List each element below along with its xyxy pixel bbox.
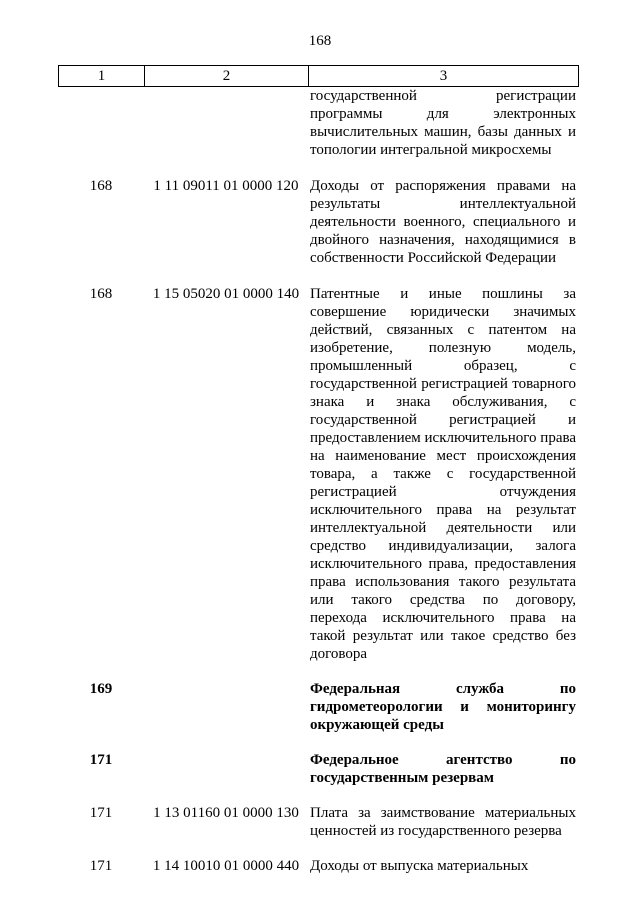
row-number: 168 <box>89 286 113 302</box>
table-row <box>0 857 640 875</box>
table-row <box>0 87 640 159</box>
column-header-row <box>59 66 579 87</box>
row-code: 1 15 05020 01 0000 140 <box>152 286 300 302</box>
table-row <box>0 804 640 840</box>
column-header-2: 2 <box>145 66 309 87</box>
row-number: 169 <box>89 681 113 697</box>
row-description: Доходы от распоряжения правами на результаты интеллектуальной деятельности военного, специального и двойного назначения, находящимися в собственности Российской Федерации <box>310 178 576 266</box>
table-row <box>0 680 640 734</box>
table-row <box>0 751 640 787</box>
row-code: 1 11 09011 01 0000 120 <box>153 178 299 194</box>
row-number: 171 <box>89 752 113 768</box>
table-row <box>0 177 640 267</box>
row-number: 171 <box>89 858 113 874</box>
row-description: государственной регистрации программы для электронных вычислительных машин, базы данных и топологии интегральной микросхемы <box>310 88 576 158</box>
column-header-3: 3 <box>309 66 579 87</box>
row-number: 168 <box>89 178 113 194</box>
row-description: Федеральная служба по гидрометеорологии и мониторингу окружающей среды <box>310 681 576 733</box>
row-code: 1 14 10010 01 0000 440 <box>152 858 300 874</box>
row-description: Доходы от выпуска материальных <box>310 858 529 874</box>
row-description: Федеральное агентство по государственным резервам <box>310 752 576 786</box>
table-body <box>0 87 640 875</box>
column-header-1: 1 <box>59 66 145 87</box>
row-code: 1 13 01160 01 0000 130 <box>153 805 299 821</box>
row-description: Патентные и иные пошлины за совершение юридически значимых действий, связанных с патентом на изобретение, полезную модель, промышленный образец, с государственной регистрацией товарного знака и знака обслуживания, с государственной регистрацией и предоставлением исключительного права на наименование мест происхождения товара, а также с государственной регистрацией отчуждения исключительного права на результат интеллектуальной деятельности или средство индивидуализации, залога исключительного права, предоставления права использования такого результата или такого средства по договору, перехода исключительного права на такой результат или такое средство без договора <box>310 286 577 662</box>
column-header-table <box>58 65 579 87</box>
table-row <box>0 285 640 663</box>
page-number: 168 <box>308 33 332 49</box>
row-number: 171 <box>89 805 113 821</box>
row-description: Плата за заимствование материальных ценностей из государственного резерва <box>310 805 576 839</box>
